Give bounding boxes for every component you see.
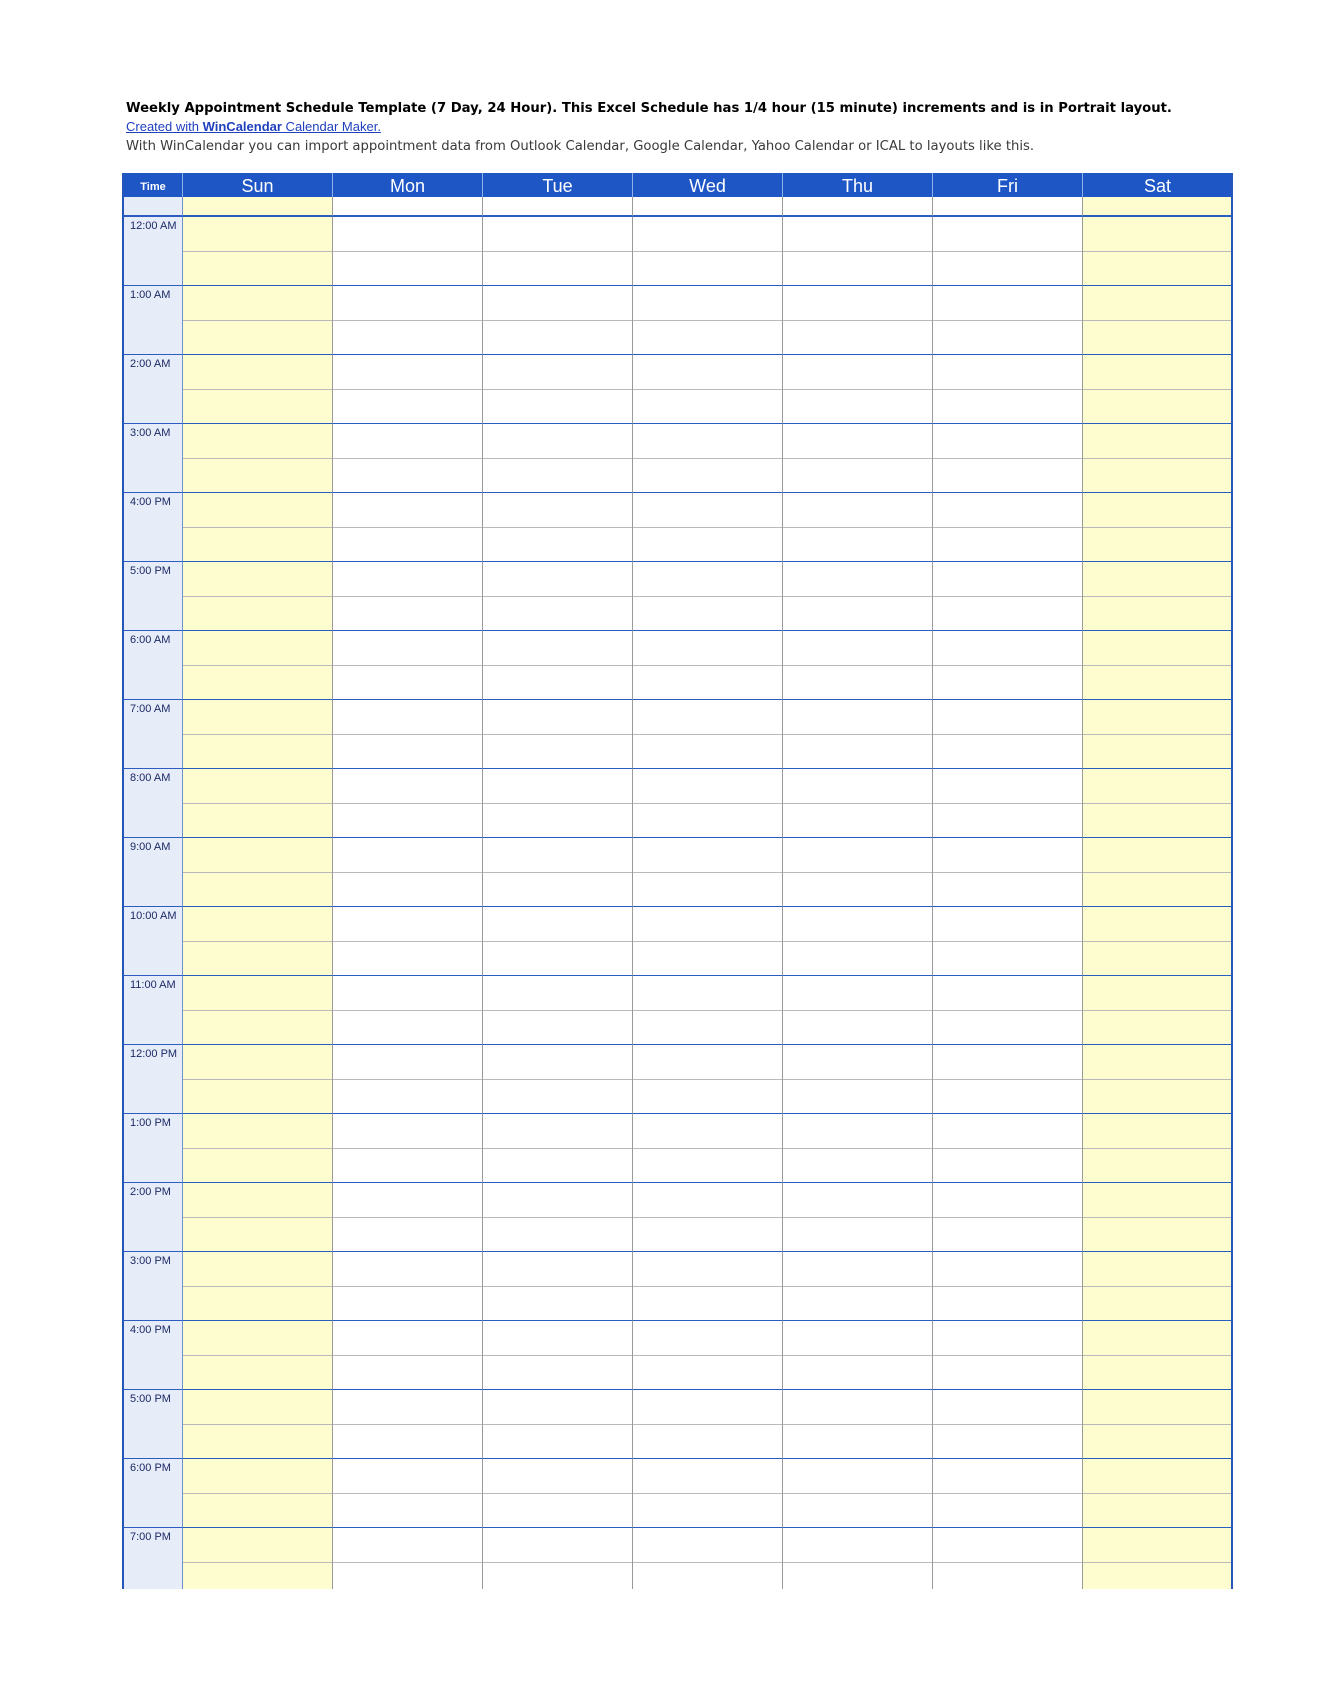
time-column-header: Time <box>124 173 183 197</box>
appointment-slot-tue[interactable] <box>483 1321 633 1390</box>
hour-label: 6:00 AM <box>124 631 183 700</box>
appointment-slot-wed[interactable] <box>633 493 783 562</box>
appointment-slot-tue[interactable] <box>483 1459 633 1528</box>
hour-label: 1:00 AM <box>124 286 183 355</box>
appointment-slot-tue[interactable] <box>483 493 633 562</box>
appointment-slot-thu[interactable] <box>783 562 933 631</box>
wincalendar-link[interactable] <box>126 119 381 134</box>
link-brand: WinCalendar <box>202 119 282 134</box>
subheader-day-cell[interactable] <box>783 197 933 217</box>
appointment-slot-wed[interactable] <box>633 1321 783 1390</box>
appointment-slot-wed[interactable] <box>633 1045 783 1114</box>
appointment-slot-mon[interactable] <box>333 424 483 493</box>
subheader-time-cell <box>124 197 183 217</box>
appointment-slot-sun[interactable] <box>183 424 333 493</box>
hour-label: 12:00 PM <box>124 1045 183 1114</box>
appointment-slot-thu[interactable] <box>783 838 933 907</box>
appointment-slot-wed[interactable] <box>633 1114 783 1183</box>
appointment-slot-mon[interactable] <box>333 1390 483 1459</box>
appointment-slot-mon[interactable] <box>333 1183 483 1252</box>
link-suffix: Calendar Maker. <box>281 119 381 134</box>
link-prefix: Created with <box>126 119 203 134</box>
hour-label: 2:00 AM <box>124 355 183 424</box>
subheader-day-cell[interactable] <box>1083 197 1233 217</box>
appointment-slot-sat[interactable] <box>1083 1390 1233 1459</box>
appointment-slot-tue[interactable] <box>483 1252 633 1321</box>
appointment-slot-sat[interactable] <box>1083 355 1233 424</box>
appointment-slot-fri[interactable] <box>933 217 1083 286</box>
appointment-slot-fri[interactable] <box>933 1459 1083 1528</box>
credit-line <box>126 118 1226 136</box>
appointment-slot-fri[interactable] <box>933 976 1083 1045</box>
appointment-slot-wed[interactable] <box>633 700 783 769</box>
appointment-slot-fri[interactable] <box>933 631 1083 700</box>
appointment-slot-wed[interactable] <box>633 286 783 355</box>
appointment-slot-thu[interactable] <box>783 355 933 424</box>
appointment-slot-tue[interactable] <box>483 1528 633 1589</box>
day-header-sun: Sun <box>183 173 333 197</box>
hour-label: 5:00 PM <box>124 562 183 631</box>
appointment-slot-sat[interactable] <box>1083 1528 1233 1589</box>
appointment-slot-tue[interactable] <box>483 217 633 286</box>
appointment-slot-sun[interactable] <box>183 1390 333 1459</box>
appointment-slot-wed[interactable] <box>633 424 783 493</box>
appointment-slot-sun[interactable] <box>183 1321 333 1390</box>
appointment-slot-tue[interactable] <box>483 1045 633 1114</box>
appointment-slot-thu[interactable] <box>783 907 933 976</box>
appointment-slot-sun[interactable] <box>183 1252 333 1321</box>
appointment-slot-sun[interactable] <box>183 562 333 631</box>
appointment-slot-thu[interactable] <box>783 700 933 769</box>
appointment-slot-fri[interactable] <box>933 1528 1083 1589</box>
appointment-slot-fri[interactable] <box>933 1252 1083 1321</box>
subheader-day-cell[interactable] <box>483 197 633 217</box>
appointment-slot-mon[interactable] <box>333 217 483 286</box>
appointment-slot-sun[interactable] <box>183 355 333 424</box>
appointment-slot-mon[interactable] <box>333 1321 483 1390</box>
appointment-slot-tue[interactable] <box>483 976 633 1045</box>
appointment-slot-sat[interactable] <box>1083 976 1233 1045</box>
appointment-slot-fri[interactable] <box>933 562 1083 631</box>
hour-label: 9:00 AM <box>124 838 183 907</box>
hour-label: 5:00 PM <box>124 1390 183 1459</box>
hour-label: 11:00 AM <box>124 976 183 1045</box>
hour-label: 4:00 PM <box>124 493 183 562</box>
appointment-slot-sun[interactable] <box>183 907 333 976</box>
hour-label: 12:00 AM <box>124 217 183 286</box>
appointment-slot-tue[interactable] <box>483 1183 633 1252</box>
appointment-slot-sat[interactable] <box>1083 769 1233 838</box>
hour-label: 3:00 PM <box>124 1252 183 1321</box>
appointment-slot-wed[interactable] <box>633 1390 783 1459</box>
appointment-slot-thu[interactable] <box>783 976 933 1045</box>
appointment-slot-wed[interactable] <box>633 1459 783 1528</box>
appointment-slot-wed[interactable] <box>633 838 783 907</box>
hour-label: 4:00 PM <box>124 1321 183 1390</box>
appointment-slot-tue[interactable] <box>483 700 633 769</box>
appointment-slot-sat[interactable] <box>1083 1045 1233 1114</box>
appointment-slot-wed[interactable] <box>633 976 783 1045</box>
appointment-slot-sun[interactable] <box>183 1528 333 1589</box>
subheader-day-cell[interactable] <box>933 197 1083 217</box>
appointment-slot-thu[interactable] <box>783 1252 933 1321</box>
appointment-slot-tue[interactable] <box>483 424 633 493</box>
subheader-day-cell[interactable] <box>633 197 783 217</box>
appointment-slot-thu[interactable] <box>783 1114 933 1183</box>
appointment-slot-sat[interactable] <box>1083 700 1233 769</box>
appointment-slot-mon[interactable] <box>333 838 483 907</box>
appointment-slot-fri[interactable] <box>933 1390 1083 1459</box>
appointment-slot-wed[interactable] <box>633 217 783 286</box>
appointment-slot-sat[interactable] <box>1083 562 1233 631</box>
appointment-slot-mon[interactable] <box>333 1459 483 1528</box>
appointment-slot-mon[interactable] <box>333 562 483 631</box>
day-header-wed: Wed <box>633 173 783 197</box>
appointment-slot-mon[interactable] <box>333 1528 483 1589</box>
appointment-slot-sat[interactable] <box>1083 1183 1233 1252</box>
appointment-slot-wed[interactable] <box>633 1183 783 1252</box>
appointment-slot-sun[interactable] <box>183 1114 333 1183</box>
appointment-slot-fri[interactable] <box>933 769 1083 838</box>
appointment-slot-wed[interactable] <box>633 1252 783 1321</box>
appointment-slot-wed[interactable] <box>633 355 783 424</box>
appointment-slot-wed[interactable] <box>633 1528 783 1589</box>
appointment-slot-sun[interactable] <box>183 976 333 1045</box>
appointment-slot-sun[interactable] <box>183 769 333 838</box>
appointment-slot-thu[interactable] <box>783 1459 933 1528</box>
appointment-slot-wed[interactable] <box>633 631 783 700</box>
appointment-slot-sun[interactable] <box>183 1045 333 1114</box>
appointment-slot-mon[interactable] <box>333 907 483 976</box>
appointment-slot-thu[interactable] <box>783 493 933 562</box>
hour-label: 6:00 PM <box>124 1459 183 1528</box>
day-header-fri: Fri <box>933 173 1083 197</box>
appointment-slot-fri[interactable] <box>933 1321 1083 1390</box>
appointment-slot-sat[interactable] <box>1083 1459 1233 1528</box>
appointment-slot-mon[interactable] <box>333 1114 483 1183</box>
appointment-slot-sat[interactable] <box>1083 286 1233 355</box>
appointment-slot-thu[interactable] <box>783 1390 933 1459</box>
schedule-grid-body <box>124 173 1233 1589</box>
appointment-slot-mon[interactable] <box>333 355 483 424</box>
appointment-slot-tue[interactable] <box>483 1114 633 1183</box>
appointment-slot-sat[interactable] <box>1083 631 1233 700</box>
day-header-thu: Thu <box>783 173 933 197</box>
document-title: Weekly Appointment Schedule Template (7 Day, 24 Hour). This Excel Schedule has 1/4 hour (15 minute) increments and is in Portrait layout. <box>126 101 1172 116</box>
subheader-day-cell[interactable] <box>333 197 483 217</box>
appointment-slot-sun[interactable] <box>183 493 333 562</box>
appointment-slot-tue[interactable] <box>483 907 633 976</box>
appointment-slot-fri[interactable] <box>933 1114 1083 1183</box>
appointment-slot-sat[interactable] <box>1083 424 1233 493</box>
hour-label: 1:00 PM <box>124 1114 183 1183</box>
day-header-sat: Sat <box>1083 173 1233 197</box>
appointment-slot-sun[interactable] <box>183 838 333 907</box>
appointment-slot-sun[interactable] <box>183 286 333 355</box>
appointment-slot-tue[interactable] <box>483 838 633 907</box>
appointment-slot-wed[interactable] <box>633 769 783 838</box>
appointment-slot-mon[interactable] <box>333 631 483 700</box>
hour-label: 2:00 PM <box>124 1183 183 1252</box>
hour-label: 3:00 AM <box>124 424 183 493</box>
appointment-slot-mon[interactable] <box>333 769 483 838</box>
appointment-slot-tue[interactable] <box>483 355 633 424</box>
appointment-slot-sun[interactable] <box>183 217 333 286</box>
appointment-slot-sun[interactable] <box>183 1459 333 1528</box>
appointment-slot-thu[interactable] <box>783 1528 933 1589</box>
appointment-slot-fri[interactable] <box>933 493 1083 562</box>
appointment-slot-mon[interactable] <box>333 700 483 769</box>
hour-label: 8:00 AM <box>124 769 183 838</box>
appointment-slot-fri[interactable] <box>933 424 1083 493</box>
appointment-slot-mon[interactable] <box>333 976 483 1045</box>
appointment-slot-mon[interactable] <box>333 1252 483 1321</box>
appointment-slot-sat[interactable] <box>1083 838 1233 907</box>
appointment-slot-sun[interactable] <box>183 631 333 700</box>
document-header <box>126 99 1226 157</box>
appointment-slot-fri[interactable] <box>933 1183 1083 1252</box>
appointment-slot-wed[interactable] <box>633 907 783 976</box>
appointment-slot-sat[interactable] <box>1083 493 1233 562</box>
appointment-slot-tue[interactable] <box>483 286 633 355</box>
appointment-slot-thu[interactable] <box>783 631 933 700</box>
appointment-slot-fri[interactable] <box>933 838 1083 907</box>
appointment-slot-mon[interactable] <box>333 1045 483 1114</box>
appointment-slot-thu[interactable] <box>783 769 933 838</box>
appointment-slot-thu[interactable] <box>783 1183 933 1252</box>
appointment-slot-sat[interactable] <box>1083 1321 1233 1390</box>
hour-label: 7:00 AM <box>124 700 183 769</box>
appointment-slot-sat[interactable] <box>1083 217 1233 286</box>
appointment-slot-tue[interactable] <box>483 1390 633 1459</box>
appointment-slot-tue[interactable] <box>483 631 633 700</box>
day-header-mon: Mon <box>333 173 483 197</box>
appointment-slot-fri[interactable] <box>933 286 1083 355</box>
appointment-slot-fri[interactable] <box>933 355 1083 424</box>
appointment-slot-thu[interactable] <box>783 1321 933 1390</box>
appointment-slot-sat[interactable] <box>1083 907 1233 976</box>
appointment-slot-fri[interactable] <box>933 907 1083 976</box>
appointment-slot-thu[interactable] <box>783 424 933 493</box>
appointment-slot-mon[interactable] <box>333 286 483 355</box>
day-header-tue: Tue <box>483 173 633 197</box>
appointment-slot-mon[interactable] <box>333 493 483 562</box>
appointment-slot-tue[interactable] <box>483 562 633 631</box>
hour-label: 7:00 PM <box>124 1528 183 1589</box>
import-info-text: With WinCalendar you can import appointment data from Outlook Calendar, Google Calendar, Yahoo Calendar or ICAL to layouts like this. <box>126 139 1035 154</box>
weekly-schedule-grid <box>122 173 1233 1589</box>
appointment-slot-fri[interactable] <box>933 700 1083 769</box>
appointment-slot-thu[interactable] <box>783 286 933 355</box>
appointment-slot-thu[interactable] <box>783 217 933 286</box>
appointment-slot-tue[interactable] <box>483 769 633 838</box>
appointment-slot-wed[interactable] <box>633 562 783 631</box>
appointment-slot-sat[interactable] <box>1083 1252 1233 1321</box>
appointment-slot-sat[interactable] <box>1083 1114 1233 1183</box>
appointment-slot-sun[interactable] <box>183 1183 333 1252</box>
hour-label: 10:00 AM <box>124 907 183 976</box>
appointment-slot-sun[interactable] <box>183 700 333 769</box>
appointment-slot-thu[interactable] <box>783 1045 933 1114</box>
appointment-slot-fri[interactable] <box>933 1045 1083 1114</box>
subheader-day-cell[interactable] <box>183 197 333 217</box>
